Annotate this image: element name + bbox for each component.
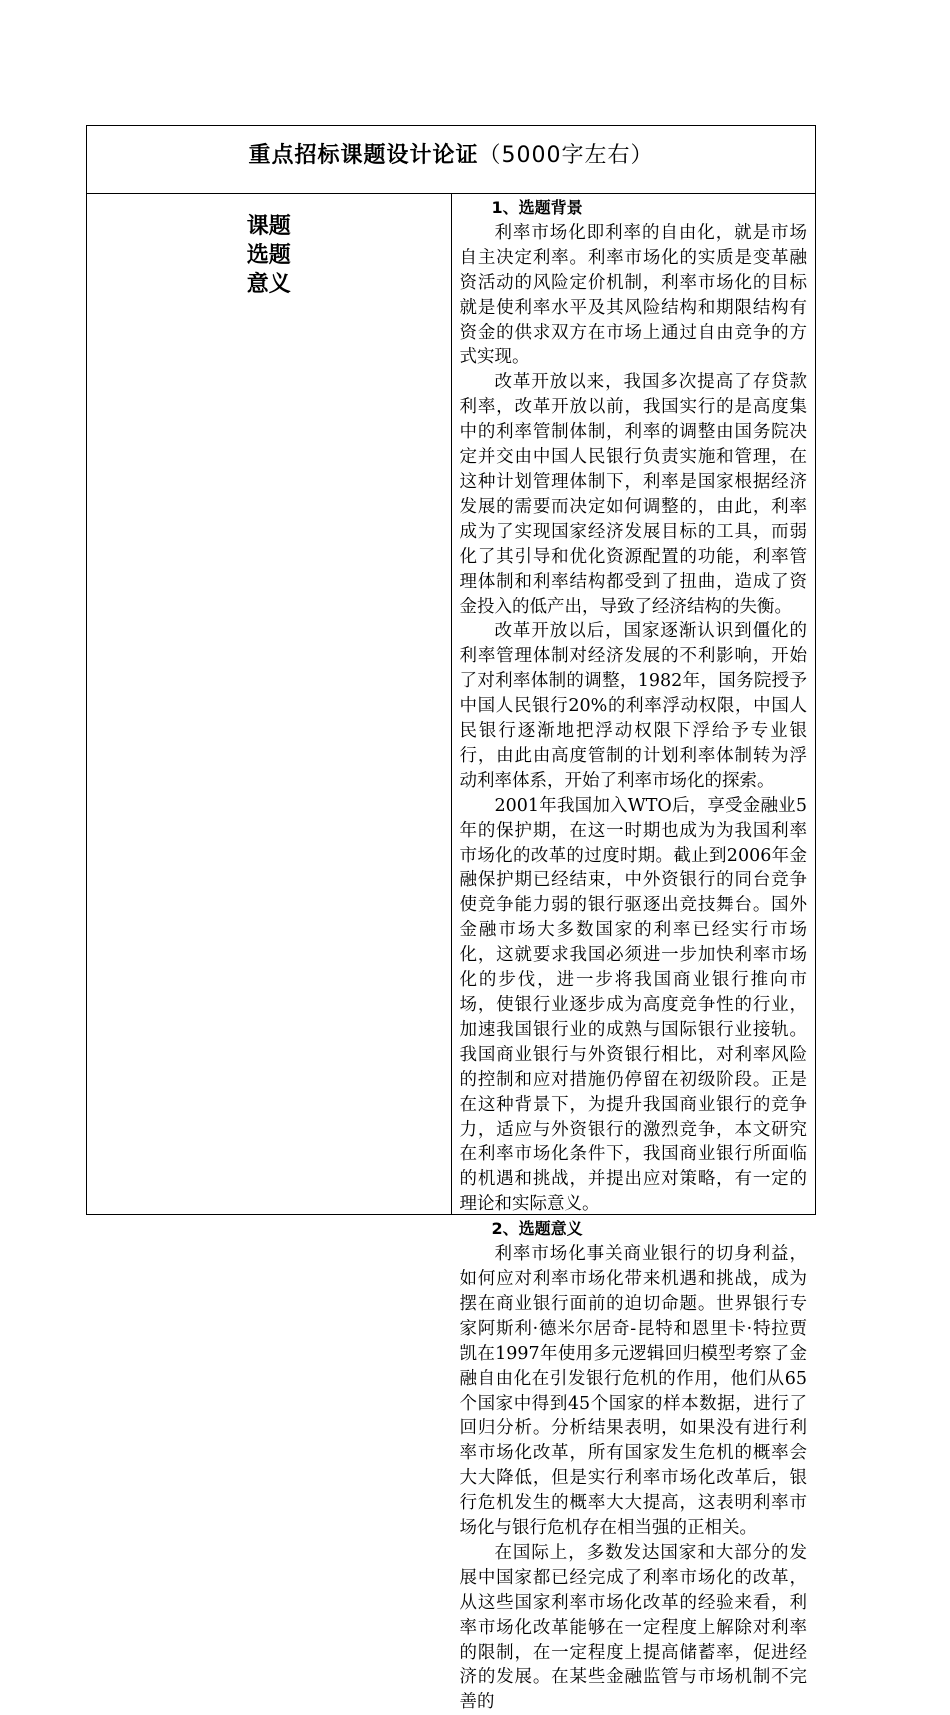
row-label-line-2: 选题 [246,243,291,268]
section-heading-background: 1、选题背景 [491,198,583,217]
paragraph-background-1: 利率市场化即利率的自由化，就是市场自主决定利率。利率市场化的实质是变革融资活动的风险定价机制，利率市场化的目标就是使利率水平及其风险结构和期限结构有资金的供求双方在市场上通过自由竞争的方式实现。 [459,222,807,368]
paragraph-background-2: 改革开放以来，我国多次提高了存贷款利率，改革开放以前，我国实行的是高度集中的利率管制体制，利率的调整由国务院决定并交由中国人民银行负责实施和管理，在这种计划管理体制下，利率是国家根据经济发展的需要而决定如何调整的，由此，利率成为了实现国家经济发展目标的工具，而弱化了其引导和优化资源配置的功能，利率管理体制和利率结构都受到了扭曲，造成了资金投入的低产出，导致了经济结构的失衡。 [459,372,807,617]
title-suffix: （5000字左右） [478,143,654,168]
title-main: 重点招标课题设计论证 [248,143,479,168]
paragraph-background-4: 2001年我国加入WTO后，享受金融业5年的保护期，在这一时期也成为为我国利率市场化的改革的过度时期。截止到2006年金融保护期已经结束，中外资银行的同台竞争使竞争能力弱的银行驱逐出竞技舞台。国外金融市场大多数国家的利率已经实行市场化，这就要求我国必须进一步加快利率市场化的步伐，进一步将我国商业银行推向市场，使银行业逐步成为高度竞争性的行业，加速我国银行业的成熟与国际银行业接轨。我国商业银行与外资银行相比，对利率风险的控制和应对措施仍停留在初级阶段。正是在这种背景下，为提升我国商业银行的竞争力，适应与外资银行的激烈竞争，本文研究在利率市场化条件下，我国商业银行所面临的机遇和挑战，并提出应对策略，有一定的理论和实际意义。 [459,795,807,1215]
paragraph-significance-1: 利率市场化事关商业银行的切身利益，如何应对利率市场化带来机遇和挑战，成为摆在商业银行面前的迫切命题。世界银行专家阿斯利·德米尔居奇-昆特和恩里卡·特拉贾凯在1997年使用多元逻辑回归模型考察了金融自由化在引发银行危机的作用，他们从65个国家中得到45个国家的样本数据，进行了回归分析。分析结果表明，如果没有进行利率市场化改革，所有国家发生危机的概率会大大降低，但是实行利率市场化改革后，银行危机发生的概率大大提高，这表明利率市场化与银行危机存在相当强的正相关。 [459,1244,807,1539]
row-label [87,212,451,299]
paragraph-significance-2: 在国际上，多数发达国家和大部分的发展中国家都已经完成了利率市场化的改革，从这些国家利率市场化改革的经验来看，利率市场化改革能够在一定程度上解除对利率的限制，在一定程度上提高储蓄率，促进经济的发展。在某些金融监管与市场机制不完善的 [459,1542,807,1713]
content-body [452,194,816,1713]
row-label-line-1: 课题 [246,214,291,239]
content-row [87,194,816,1215]
form-title [87,138,815,169]
label-cell [87,194,452,1215]
section-heading-significance: 2、选题意义 [491,1219,583,1239]
row-label-line-3: 意义 [246,272,291,297]
content-cell [451,194,816,1713]
paragraph-background-3: 改革开放以后，国家逐渐认识到僵化的利率管理体制对经济发展的不利影响，开始了对利率体制的调整，1982年，国务院授予中国人民银行20%的利率浮动权限，中国人民银行逐渐地把浮动权限下浮给予专业银行，由此由高度管制的计划利率体制转为浮动利率体系，开始了利率市场化的探索。 [459,621,807,791]
title-cell [87,126,816,194]
title-row [87,126,816,194]
form-table [86,125,816,1713]
